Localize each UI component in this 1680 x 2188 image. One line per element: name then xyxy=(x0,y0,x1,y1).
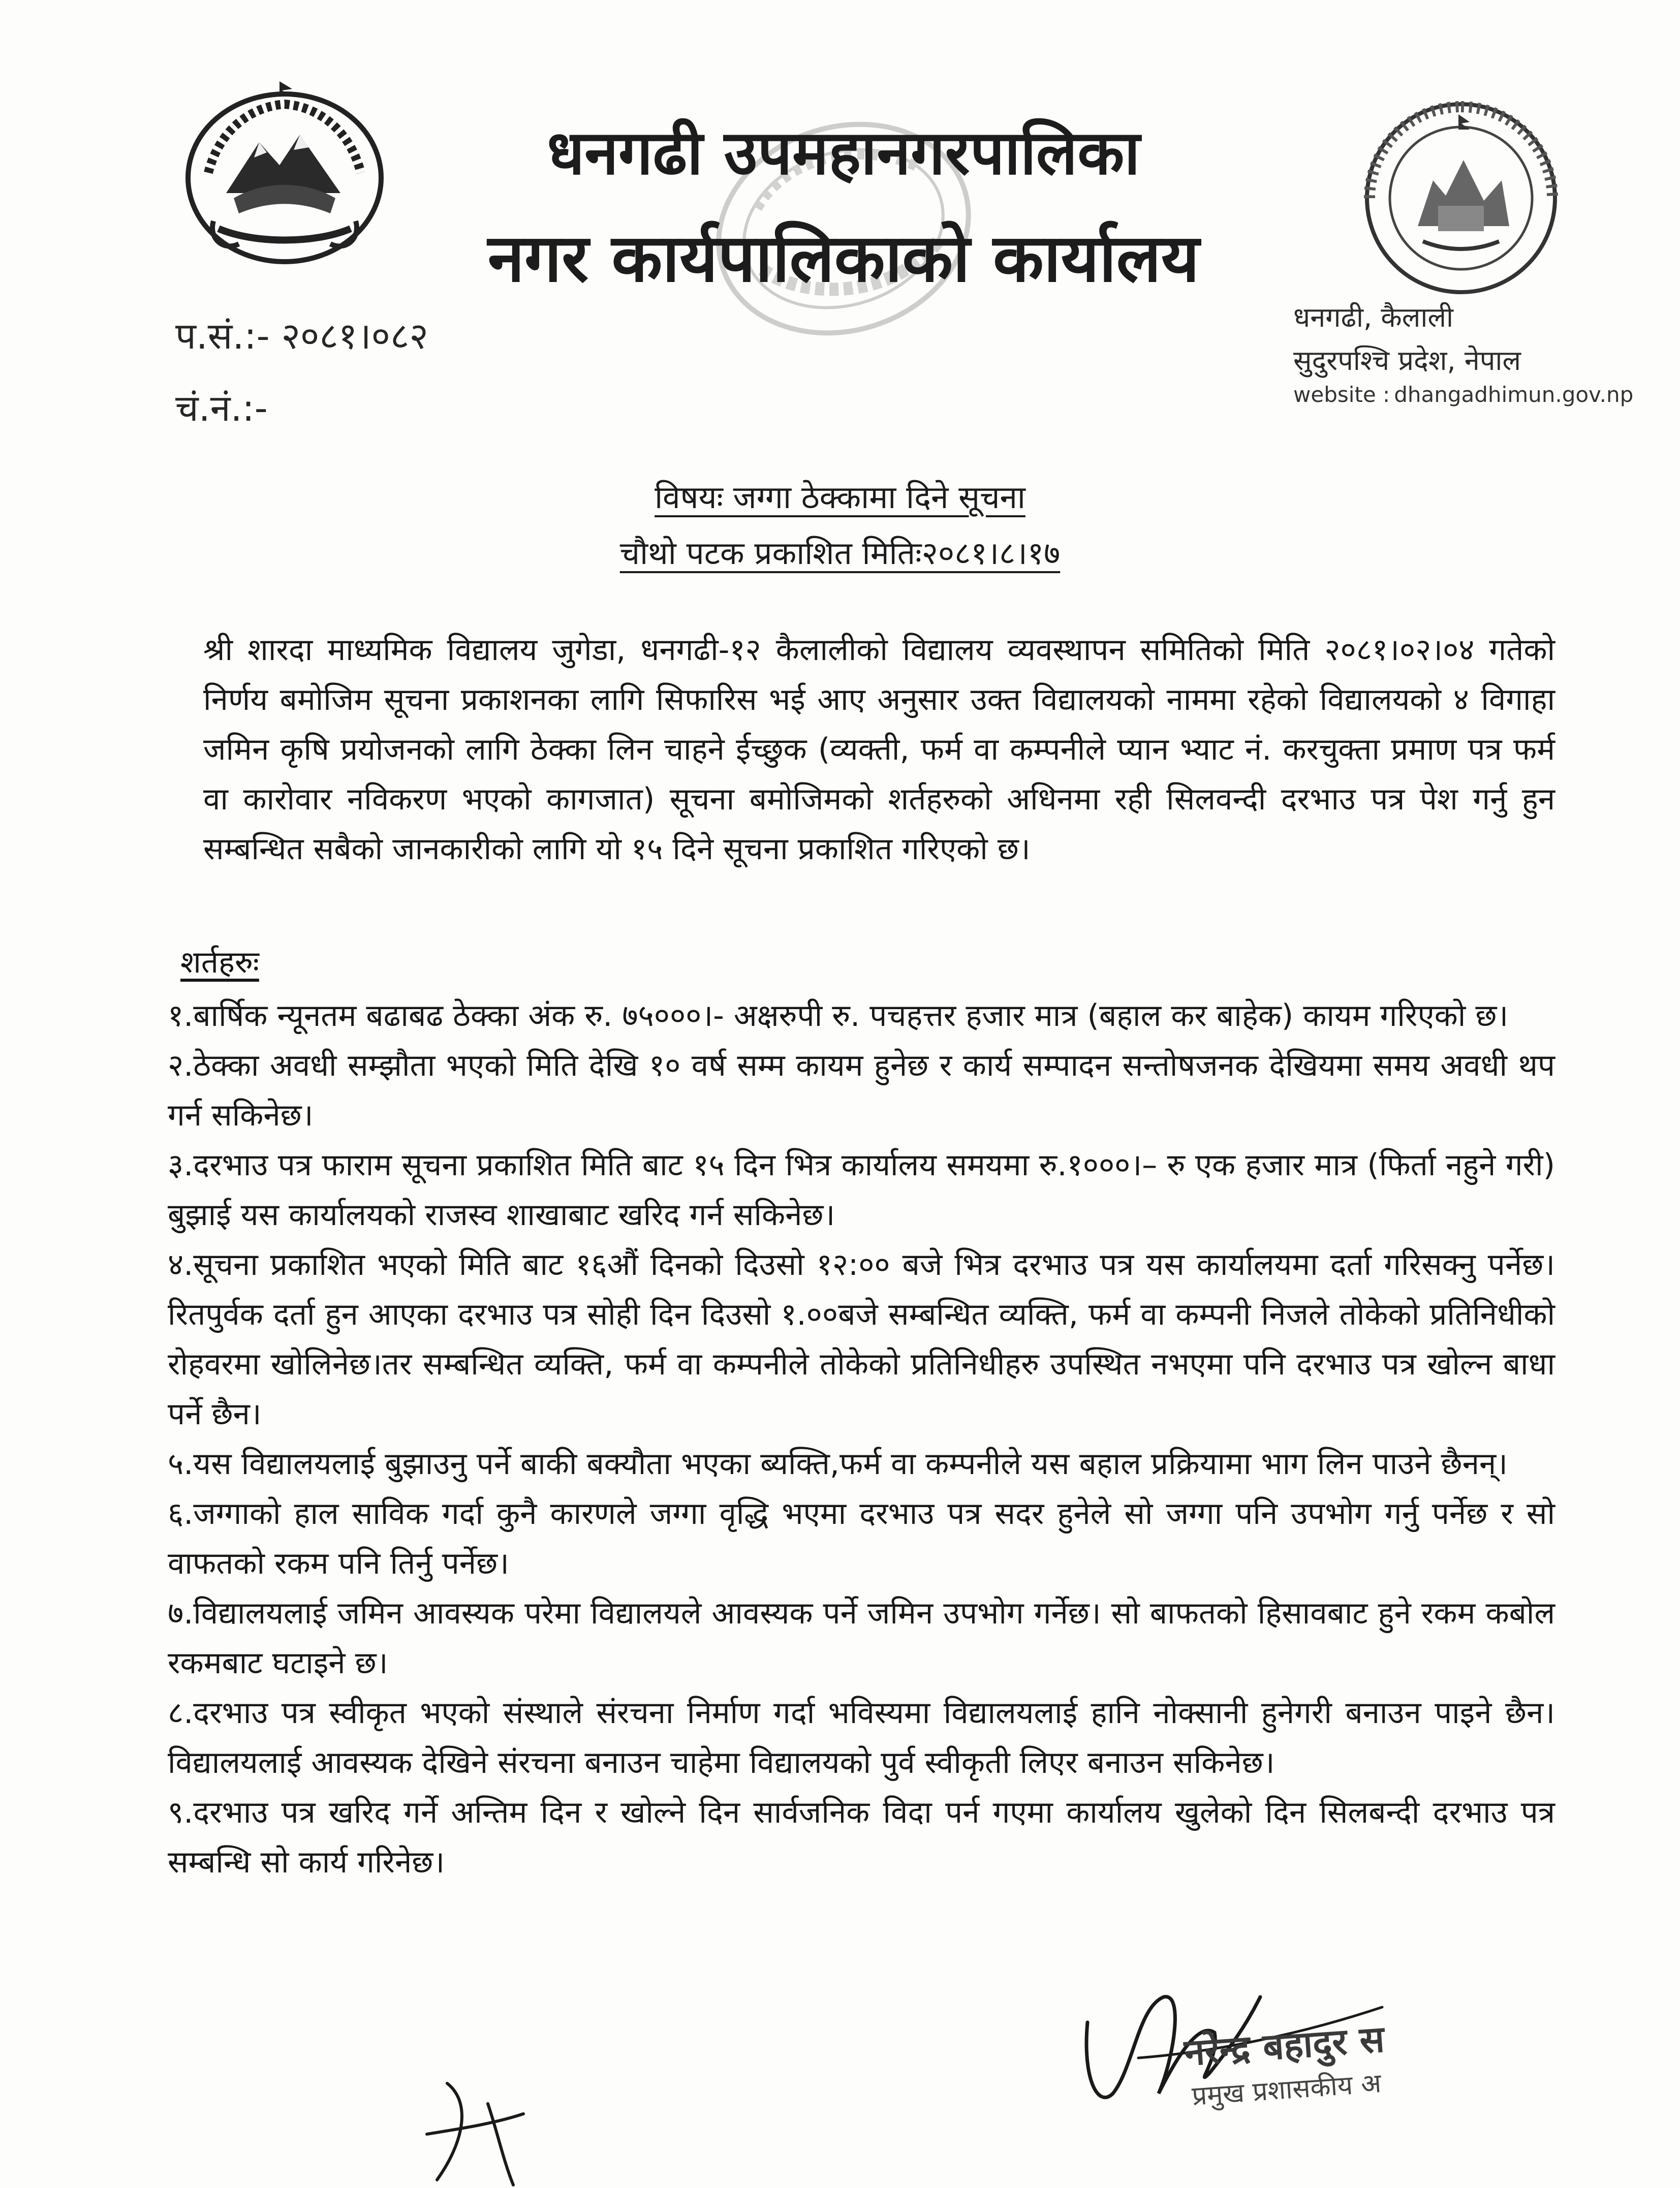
condition-item: ६.जग्गाको हाल साविक गर्दा कुनै कारणले जग्गा वृद्धि भएमा दरभाउ पत्र सदर हुनेले सो जग्गा पनि उपभोग गर्नु पर्नेछ र सो वाफतको रकम पनि तिर्नु पर्नेछ। xyxy=(168,1496,1555,1581)
municipality-seal-icon xyxy=(1362,99,1560,297)
organization-name: धनगढी उपमहानगरपालिका xyxy=(547,118,1140,189)
nepal-emblem-icon xyxy=(178,76,391,269)
condition-item: ८.दरभाउ पत्र स्वीकृत भएको संस्थाले संरचना निर्माण गर्दा भविस्यमा विद्यालयलाई हानि नोक्सानी हुनेगरी बनाउन पाइने छैन। विद्यालयलाई आवस्यक देखिने संरचना बनाउन चाहेमा विद्यालयको पुर्व स्वीकृती लिएर बनाउन सकिनेछ। xyxy=(168,1695,1555,1780)
signatory-title: प्रमुख प्रशासकीय अ xyxy=(1191,2068,1382,2112)
conditions-list xyxy=(168,991,1555,1887)
condition-item: २.ठेक्का अवधी सम्झौता भएको मिति देखि १० वर्ष सम्म कायम हुनेछ र कार्य सम्पादन सन्तोषजनक देखियमा समय अवधी थप गर्न सकिनेछ। xyxy=(168,1048,1555,1133)
signatory-name: नरेन्द्र बहादुर स xyxy=(1183,2017,1386,2074)
condition-item: ४.सूचना प्रकाशित भएको मिति बाट १६औं दिनको दिउसो १२:०० बजे भित्र दरभाउ पत्र यस कार्यालयमा दर्ता गरिसक्नु पर्नेछ।रितपुर्वक दर्ता हुन आएका दरभाउ पत्र सोही दिन दिउसो १.००बजे सम्बन्धित व्यक्ति, फर्म वा कम्पनी निजले तोकेको प्रतिनिधीको रोहवरमा खोलिनेछ।तर सम्बन्धित व्यक्ति, फर्म वा कम्पनीले तोकेको प्रतिनिधीहरु उपस्थित नभएमा पनि दरभाउ पत्र खोल्न बाधा पर्ने छैन। xyxy=(168,1247,1555,1432)
handwritten-initials-icon xyxy=(417,2073,539,2188)
website-label: website : xyxy=(1293,382,1390,407)
publish-date-line xyxy=(0,531,1680,574)
condition-item: १.बार्षिक न्यूनतम बढाबढ ठेक्का अंक रु. ७५०००।- अक्षरुपी रु. पचहत्तर हजार मात्र (बहाल कर बाहेक) कायम गरिएको छ। xyxy=(168,998,1509,1034)
dispatch-number: चं.नं.:- xyxy=(175,387,268,429)
condition-item: ३.दरभाउ पत्र फाराम सूचना प्रकाशित मिति बाट १५ दिन भित्र कार्यालय समयमा रु.१०००।– रु एक हजार मात्र (फिर्ता नहुने गरी) बुझाई यस कार्यालयको राजस्व शाखाबाट खरिद गर्न सकिनेछ। xyxy=(168,1147,1555,1233)
notice-subject-text: विषयः जग्गा ठेक्कामा दिने सूचना xyxy=(655,479,1025,516)
condition-item: ९.दरभाउ पत्र खरिद गर्ने अन्तिम दिन र खोल्ने दिन सार्वजनिक विदा पर्न गएमा कार्यालय खुलेको दिन सिलबन्दी दरभाउ पत्र सम्बन्धि सो कार्य गरिनेछ। xyxy=(168,1795,1555,1880)
publish-date-text: चौथो पटक प्रकाशित मितिः२०८१।८।१७ xyxy=(619,535,1061,572)
office-name: नगर कार्यपालिकाको कार्यालय xyxy=(487,220,1200,297)
address-line-2: सुदुरपश्चि प्रदेश, नेपाल xyxy=(1293,345,1521,377)
condition-item: ७.विद्यालयलाई जमिन आवस्यक परेमा विद्यालयले आवस्यक पर्ने जमिन उपभोग गर्नेछ। सो बाफतको हिसावबाट हुने रकम कबोल रकमबाट घटाइने छ। xyxy=(168,1596,1555,1681)
letter-reference-number: प.सं.:- २०८१।०८२ xyxy=(175,315,428,357)
website-line xyxy=(1293,382,1633,407)
conditions-heading: शर्तहरुः xyxy=(180,945,259,980)
condition-item: ५.यस विद्यालयलाई बुझाउनु पर्ने बाकी बक्यौता भएका ब्यक्ति,फर्म वा कम्पनीले यस बहाल प्रक्रियामा भाग लिन पाउने छैनन्। xyxy=(168,1446,1508,1482)
address-line-1: धनगढी, कैलाली xyxy=(1293,301,1453,333)
notice-body-paragraph: श्री शारदा माध्यमिक विद्यालय जुगेडा, धनगढी-१२ कैलालीको विद्यालय व्यवस्थापन समितिको मिति २०८१।०२।०४ गतेको निर्णय बमोजिम सूचना प्रकाशनका लागि सिफारिस भई आए अनुसार उक्त विद्यालयको नाममा रहेको विद्यालयको ४ विगाहा जमिन कृषि प्रयोजनको लागि ठेक्का लिन चाहने ईच्छुक (व्यक्ती, फर्म वा कम्पनीले प्यान भ्याट नं. करचुक्ता प्रमाण पत्र फर्म वा कारोवार नविकरण भएको कागजात) सूचना बमोजिमको शर्तहरुको अधिनमा रही सिलवन्दी दरभाउ पत्र पेश गर्नु हुन सम्बन्धित सबैको जानकारीको लागि यो १५ दिने सूचना प्रकाशित गरिएको छ। xyxy=(203,632,1555,867)
website-url: dhangadhimun.gov.np xyxy=(1394,382,1634,407)
notice-subject xyxy=(0,475,1680,518)
